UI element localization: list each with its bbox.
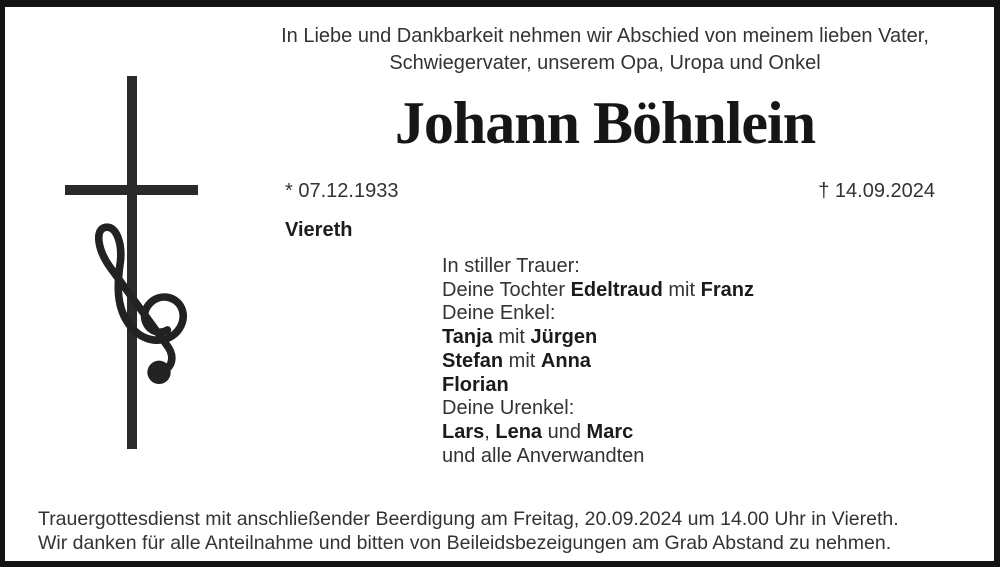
funeral-info [38, 507, 988, 555]
intro-line-1: In Liebe und Dankbarkeit nehmen wir Abschied von meinem lieben Vater, [281, 25, 929, 47]
birth-date: * 07.12.1933 [285, 180, 399, 202]
mourners-list [442, 255, 754, 468]
funeral-info-line-2: Wir danken für alle Anteilnahme und bitten von Beileidsbezeigungen am Grab Abstand zu nehmen. [38, 532, 892, 554]
mourner-line: Florian [442, 373, 509, 396]
mourner-line: Deine Enkel: [442, 302, 556, 325]
mourner-line: Lars, Lena und Marc [442, 420, 634, 443]
mourner-line: Tanja mit Jürgen [442, 326, 598, 349]
mourner-line: Stefan mit Anna [442, 349, 591, 372]
dates-row [285, 180, 935, 203]
death-date: † 14.09.2024 [818, 180, 935, 202]
deceased-name: Johann Böhnlein [394, 90, 816, 156]
cross-icon-crossbar [65, 185, 198, 195]
intro-line-2: Schwiegervater, unserem Opa, Uropa und Onkel [389, 52, 821, 74]
treble-clef-icon [91, 204, 205, 402]
mourner-line: Deine Urenkel: [442, 397, 575, 420]
mourner-line: und alle Anverwandten [442, 444, 645, 467]
residence: Viereth [285, 219, 353, 241]
intro-text [265, 23, 945, 77]
funeral-info-line-1: Trauergottesdienst mit anschließender Beerdigung am Freitag, 20.09.2024 um 14.00 Uhr in Viereth. [38, 508, 899, 530]
mourner-line: Deine Tochter Edeltraud mit Franz [442, 278, 754, 301]
mourner-line: In stiller Trauer: [442, 255, 580, 277]
